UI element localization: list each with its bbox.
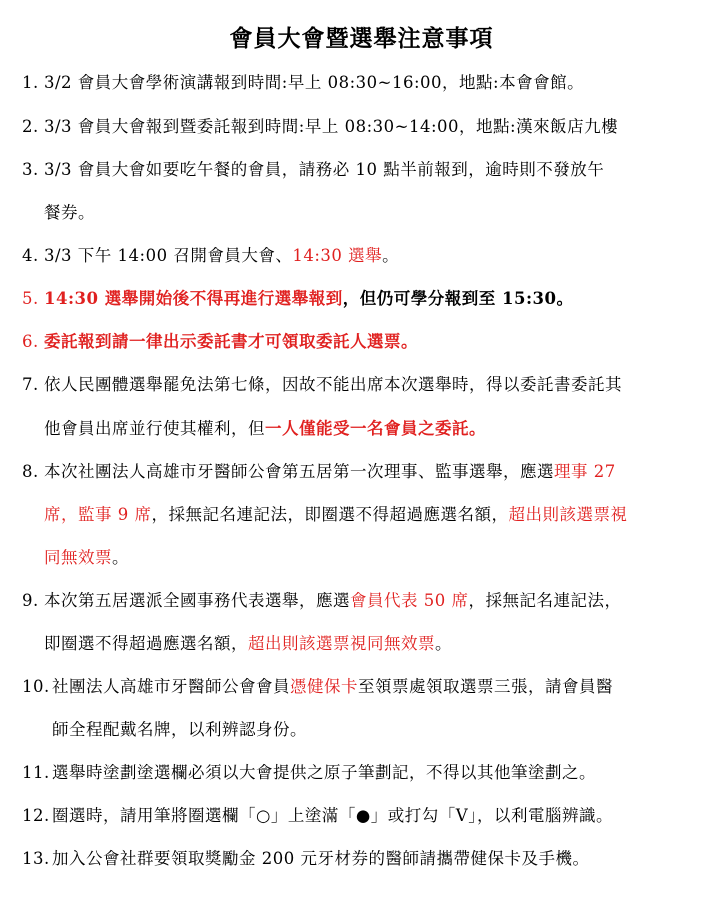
highlighted-text: 14:30 選舉 <box>292 246 383 265</box>
item-text <box>44 545 129 571</box>
item-number: 10. <box>22 677 50 696</box>
notice-item-7-line-2 <box>0 416 723 442</box>
item-text <box>44 243 399 269</box>
item-number: 7. <box>22 375 39 394</box>
item-number: 11. <box>22 763 50 782</box>
notice-item-5-line-1 <box>0 286 723 312</box>
text-segment: 選舉時塗劃塗選欄必須以大會提供之原子筆劃記，不得以其他筆塗劃之。 <box>52 763 596 782</box>
notice-item-10-line-1 <box>0 674 723 700</box>
item-text <box>44 200 95 226</box>
notice-item-10-line-2 <box>0 717 723 743</box>
notice-item-8-line-1 <box>0 459 723 485</box>
item-number: 2. <box>22 117 39 136</box>
item-number: 6. <box>22 332 39 351</box>
text-segment: 圈選時，請用筆將圈選欄「○」上塗滿「●」或打勾「V」，以利電腦辨識。 <box>52 806 613 825</box>
text-segment: 3/3 會員大會報到暨委託報到時間:早上 08:30~14:00，地點:漢來飯店九樓 <box>44 117 619 136</box>
highlighted-text: 同無效票 <box>44 548 112 567</box>
highlighted-text: 超出則該選票視同無效票 <box>248 634 435 653</box>
item-number: 1. <box>22 73 39 92</box>
item-text <box>44 286 574 312</box>
notice-item-9-line-2 <box>0 631 723 657</box>
notice-item-2-line-1 <box>0 114 723 140</box>
item-number: 8. <box>22 462 39 481</box>
text-segment: 。 <box>112 548 129 567</box>
item-text <box>44 416 486 442</box>
text-segment: 3/3 下午 14:00 召開會員大會、 <box>44 246 293 265</box>
item-text <box>44 631 452 657</box>
highlighted-text: 理事 27 <box>554 462 616 481</box>
text-segment: 加入公會社群要領取獎勵金 200 元牙材券的醫師請攜帶健保卡及手機。 <box>52 849 590 868</box>
item-text <box>52 717 307 743</box>
notice-item-6-line-1 <box>0 329 723 355</box>
text-segment: 3/3 會員大會如要吃午餐的會員，請務必 10 點半前報到，逾時則不發放午 <box>44 160 605 179</box>
item-number: 3. <box>22 160 39 179</box>
notice-item-7-line-1 <box>0 372 723 398</box>
text-segment: 社團法人高雄市牙醫師公會會員 <box>52 677 290 696</box>
text-segment: 。 <box>382 246 400 265</box>
text-segment: 餐券。 <box>44 203 95 222</box>
notice-item-9-line-1 <box>0 588 723 614</box>
notice-item-11-line-1 <box>0 760 723 786</box>
notice-item-8-line-2 <box>0 502 723 528</box>
highlighted-text: 席，監事 9 席 <box>44 505 152 524</box>
item-text <box>44 157 604 183</box>
item-text <box>44 70 584 96</box>
item-text <box>44 588 622 614</box>
item-text <box>44 329 418 355</box>
text-segment: 3/2 會員大會學術演講報到時間:早上 08:30~16:00，地點:本會會館。 <box>44 73 585 92</box>
item-number: 12. <box>22 806 50 825</box>
item-text <box>44 459 616 485</box>
highlighted-text: 會員代表 50 席 <box>350 591 469 610</box>
item-text <box>44 502 628 528</box>
item-text <box>52 760 596 786</box>
text-segment: 師全程配戴名牌，以利辨認身份。 <box>52 720 307 739</box>
item-number: 4. <box>22 246 39 265</box>
text-segment: 。 <box>435 634 452 653</box>
notice-item-8-line-3 <box>0 545 723 571</box>
item-number: 9. <box>22 591 39 610</box>
notice-item-1-line-1 <box>0 70 723 96</box>
notice-item-4-line-1 <box>0 243 723 269</box>
text-segment: 即圈選不得超過應選名額， <box>44 634 248 653</box>
highlighted-text: 14:30 選舉開始後不得再進行選舉報到 <box>44 289 343 308</box>
item-number: 13. <box>22 849 50 868</box>
notice-item-12-line-1 <box>0 803 723 829</box>
text-segment: 他會員出席並行使其權利，但 <box>44 419 265 438</box>
notice-item-3-line-1 <box>0 157 723 183</box>
text-segment: ，採無記名連記法，即圈選不得超過應選名額， <box>151 505 509 524</box>
item-text <box>52 674 613 700</box>
item-text <box>52 803 613 829</box>
item-number: 5. <box>22 289 39 308</box>
text-segment: 本次社團法人高雄市牙醫師公會第五居第一次理事、監事選舉，應選 <box>44 462 554 481</box>
notice-item-13-line-1 <box>0 846 723 872</box>
notice-item-3-line-2 <box>0 200 723 226</box>
item-text <box>44 114 618 140</box>
text-segment: 依人民團體選舉罷免法第七條，因故不能出席本次選舉時，得以委託書委託其 <box>44 375 622 394</box>
text-segment: 本次第五居選派全國事務代表選舉，應選 <box>44 591 350 610</box>
highlighted-text: 一人僅能受一名會員之委託。 <box>265 419 486 438</box>
document-title: 會員大會暨選舉注意事項 <box>229 26 494 52</box>
item-text <box>44 372 622 398</box>
item-text <box>52 846 589 872</box>
text-segment: 至領票處領取選票三張，請會員醫 <box>358 677 613 696</box>
highlighted-text: ，但仍可學分報到至 15:30。 <box>342 289 574 308</box>
highlighted-text: 超出則該選票視 <box>508 505 628 524</box>
text-segment: ，採無記名連記法， <box>468 591 622 610</box>
highlighted-text: 憑健保卡 <box>290 677 358 696</box>
highlighted-text: 委託報到請一律出示委託書才可領取委託人選票。 <box>44 332 418 351</box>
